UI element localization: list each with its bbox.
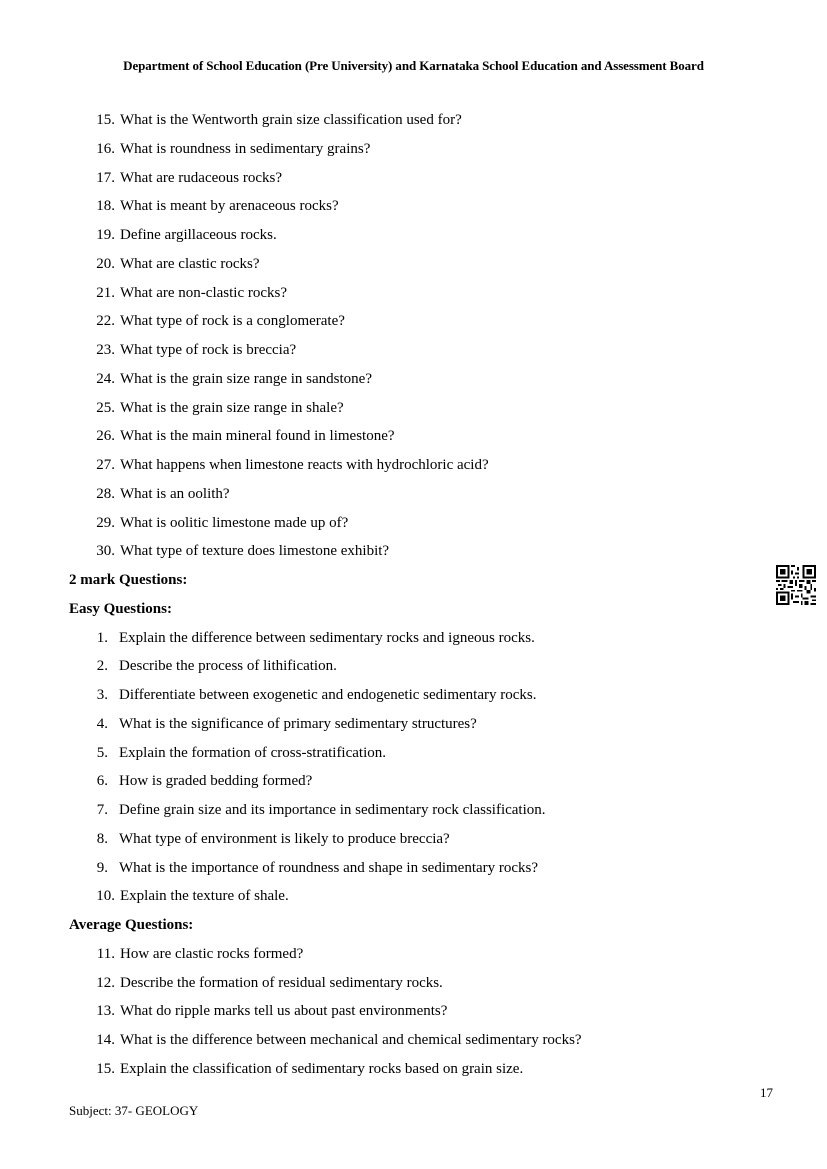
page-header: Department of School Education (Pre University) and Karnataka School Education and Assessment Board xyxy=(123,58,704,73)
question-number: 8. xyxy=(96,831,108,847)
question-item xyxy=(89,341,296,359)
question-item xyxy=(89,197,339,215)
question-item xyxy=(89,485,230,503)
question-number: 19. xyxy=(96,227,115,243)
question-number: 25. xyxy=(96,400,115,416)
question-number: 7. xyxy=(96,802,108,818)
question-number: 14. xyxy=(96,1032,115,1048)
question-number: 11. xyxy=(96,946,115,962)
question-item xyxy=(88,801,546,819)
question-text: What are rudaceous rocks? xyxy=(120,170,282,186)
question-number: 6. xyxy=(96,773,108,789)
question-text: What type of rock is a conglomerate? xyxy=(120,313,345,329)
question-item xyxy=(89,456,489,474)
question-item xyxy=(89,169,282,187)
question-item xyxy=(89,284,287,302)
question-item xyxy=(88,830,450,848)
question-item xyxy=(89,226,277,244)
question-text: How are clastic rocks formed? xyxy=(120,946,304,962)
question-number: 2. xyxy=(96,658,108,674)
question-text: What type of texture does limestone exhibit? xyxy=(120,543,390,559)
question-text: What is roundness in sedimentary grains? xyxy=(120,141,371,157)
question-number: 20. xyxy=(96,256,115,272)
section-heading-easy: Easy Questions: xyxy=(69,601,172,617)
question-text: What are non-clastic rocks? xyxy=(120,285,287,301)
question-text: What is the importance of roundness and shape in sedimentary rocks? xyxy=(119,860,539,876)
question-text: What is the difference between mechanical and chemical sedimentary rocks? xyxy=(120,1032,582,1048)
footer-subject: Subject: 37- GEOLOGY xyxy=(69,1103,199,1118)
question-number: 3. xyxy=(96,687,108,703)
question-item xyxy=(88,859,538,877)
question-text: What type of environment is likely to produce breccia? xyxy=(119,831,450,847)
question-number: 23. xyxy=(96,342,115,358)
question-text: What type of rock is breccia? xyxy=(120,342,297,358)
question-number: 21. xyxy=(96,285,115,301)
question-number: 26. xyxy=(96,428,115,444)
question-text: What is the grain size range in shale? xyxy=(120,400,344,416)
question-text: What is the main mineral found in limestone? xyxy=(120,428,395,444)
question-text: Describe the formation of residual sedimentary rocks. xyxy=(120,975,443,991)
question-number: 10. xyxy=(96,888,115,904)
question-number: 13. xyxy=(96,1003,115,1019)
question-text: Define argillaceous rocks. xyxy=(120,227,277,243)
question-text: What is oolitic limestone made up of? xyxy=(120,515,349,531)
question-item xyxy=(89,1002,447,1020)
question-item xyxy=(89,945,303,963)
question-number: 27. xyxy=(96,457,115,473)
section-heading-average: Average Questions: xyxy=(69,917,194,933)
question-text: How is graded bedding formed? xyxy=(119,773,313,789)
question-text: Explain the classification of sedimentary rocks based on grain size. xyxy=(120,1061,524,1077)
question-item xyxy=(89,370,372,388)
question-item xyxy=(89,887,289,905)
question-number: 22. xyxy=(96,313,115,329)
question-item xyxy=(88,657,337,675)
question-number: 24. xyxy=(96,371,115,387)
question-number: 30. xyxy=(96,543,115,559)
question-text: Differentiate between exogenetic and endogenetic sedimentary rocks. xyxy=(119,687,537,703)
question-text: What are clastic rocks? xyxy=(120,256,260,272)
question-number: 9. xyxy=(96,860,108,876)
question-number: 15. xyxy=(96,112,115,128)
question-item xyxy=(88,629,535,647)
question-text: What is the significance of primary sedimentary structures? xyxy=(119,716,477,732)
question-text: What is the Wentworth grain size classification used for? xyxy=(120,112,462,128)
question-item xyxy=(88,715,477,733)
question-item xyxy=(89,974,443,992)
question-item xyxy=(89,1031,582,1049)
question-item xyxy=(88,744,386,762)
question-text: Define grain size and its importance in sedimentary rock classification. xyxy=(119,802,546,818)
question-text: Explain the texture of shale. xyxy=(120,888,289,904)
question-text: What is the grain size range in sandstone? xyxy=(120,371,372,387)
question-number: 16. xyxy=(96,141,115,157)
question-item xyxy=(89,514,348,532)
question-item xyxy=(89,399,344,417)
question-number: 15. xyxy=(96,1061,115,1077)
section-heading-2-mark: 2 mark Questions: xyxy=(69,572,188,588)
question-text: What is meant by arenaceous rocks? xyxy=(120,198,339,214)
question-item xyxy=(89,255,260,273)
question-text: What is an oolith? xyxy=(120,486,230,502)
question-number: 18. xyxy=(96,198,115,214)
page-number: 17 xyxy=(760,1085,773,1100)
question-number: 17. xyxy=(96,170,115,186)
qr-code-icon xyxy=(776,565,816,605)
question-item xyxy=(89,111,462,129)
question-item xyxy=(89,312,345,330)
question-number: 29. xyxy=(96,515,115,531)
question-text: Describe the process of lithification. xyxy=(119,658,337,674)
question-text: What do ripple marks tell us about past environments? xyxy=(120,1003,448,1019)
question-number: 28. xyxy=(96,486,115,502)
question-item xyxy=(89,140,370,158)
question-number: 1. xyxy=(96,630,108,646)
question-text: What happens when limestone reacts with hydrochloric acid? xyxy=(120,457,489,473)
question-number: 12. xyxy=(96,975,115,991)
question-item xyxy=(88,772,312,790)
question-item xyxy=(89,1060,523,1078)
question-text: Explain the formation of cross-stratification. xyxy=(119,745,387,761)
question-item xyxy=(89,427,395,445)
question-number: 4. xyxy=(96,716,108,732)
question-number: 5. xyxy=(96,745,108,761)
question-item xyxy=(89,542,389,560)
question-text: Explain the difference between sedimentary rocks and igneous rocks. xyxy=(119,630,535,646)
question-item xyxy=(88,686,536,704)
